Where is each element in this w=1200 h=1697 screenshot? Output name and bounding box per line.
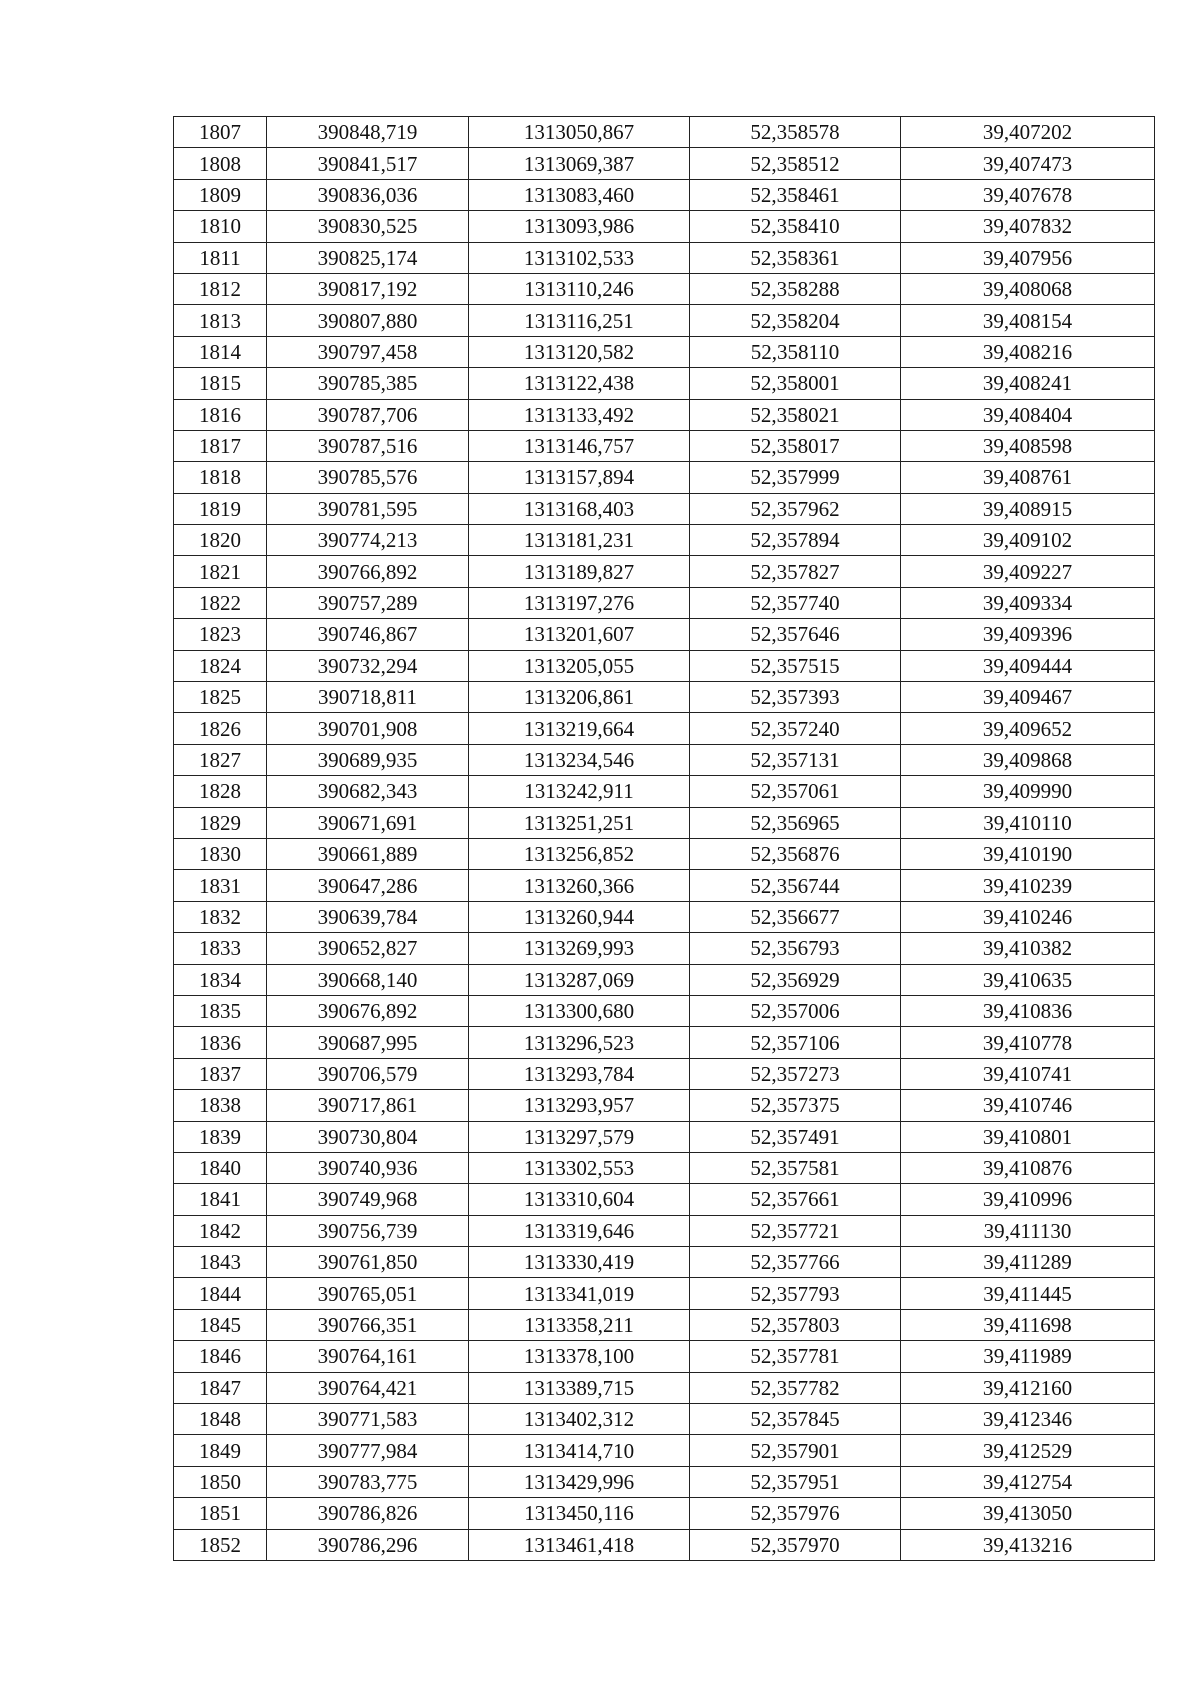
x-coordinate-cell: 390765,051: [267, 1278, 469, 1309]
latitude-cell: 52,358410: [690, 211, 901, 242]
longitude-cell: 39,411289: [901, 1247, 1155, 1278]
longitude-cell: 39,410110: [901, 807, 1155, 838]
longitude-cell: 39,410996: [901, 1184, 1155, 1215]
latitude-cell: 52,357721: [690, 1215, 901, 1246]
latitude-cell: 52,357393: [690, 682, 901, 713]
point-number-cell: 1833: [174, 933, 267, 964]
longitude-cell: 39,410876: [901, 1152, 1155, 1183]
x-coordinate-cell: 390682,343: [267, 776, 469, 807]
x-coordinate-cell: 390718,811: [267, 682, 469, 713]
latitude-cell: 52,357999: [690, 462, 901, 493]
y-coordinate-cell: 1313205,055: [469, 650, 690, 681]
point-number-cell: 1851: [174, 1498, 267, 1529]
latitude-cell: 52,356965: [690, 807, 901, 838]
point-number-cell: 1849: [174, 1435, 267, 1466]
table-row: [174, 619, 1155, 650]
latitude-cell: 52,356876: [690, 838, 901, 869]
point-number-cell: 1819: [174, 493, 267, 524]
x-coordinate-cell: 390830,525: [267, 211, 469, 242]
latitude-cell: 52,358361: [690, 242, 901, 273]
x-coordinate-cell: 390647,286: [267, 870, 469, 901]
point-number-cell: 1838: [174, 1090, 267, 1121]
longitude-cell: 39,413216: [901, 1529, 1155, 1560]
x-coordinate-cell: 390807,880: [267, 305, 469, 336]
table-row: [174, 1247, 1155, 1278]
longitude-cell: 39,407473: [901, 148, 1155, 179]
table-row: [174, 305, 1155, 336]
y-coordinate-cell: 1313069,387: [469, 148, 690, 179]
y-coordinate-cell: 1313293,784: [469, 1058, 690, 1089]
longitude-cell: 39,410836: [901, 995, 1155, 1026]
point-number-cell: 1816: [174, 399, 267, 430]
longitude-cell: 39,409334: [901, 587, 1155, 618]
table-row: [174, 1529, 1155, 1560]
table-row: [174, 1435, 1155, 1466]
latitude-cell: 52,358461: [690, 179, 901, 210]
latitude-cell: 52,357782: [690, 1372, 901, 1403]
table-row: [174, 901, 1155, 932]
point-number-cell: 1810: [174, 211, 267, 242]
table-row: [174, 1184, 1155, 1215]
x-coordinate-cell: 390761,850: [267, 1247, 469, 1278]
point-number-cell: 1844: [174, 1278, 267, 1309]
table-row: [174, 148, 1155, 179]
table-row: [174, 964, 1155, 995]
latitude-cell: 52,357273: [690, 1058, 901, 1089]
latitude-cell: 52,357375: [690, 1090, 901, 1121]
point-number-cell: 1840: [174, 1152, 267, 1183]
longitude-cell: 39,409467: [901, 682, 1155, 713]
x-coordinate-cell: 390671,691: [267, 807, 469, 838]
table-row: [174, 713, 1155, 744]
longitude-cell: 39,410190: [901, 838, 1155, 869]
y-coordinate-cell: 1313234,546: [469, 744, 690, 775]
x-coordinate-cell: 390785,385: [267, 368, 469, 399]
longitude-cell: 39,411130: [901, 1215, 1155, 1246]
y-coordinate-cell: 1313341,019: [469, 1278, 690, 1309]
y-coordinate-cell: 1313120,582: [469, 336, 690, 367]
x-coordinate-cell: 390756,739: [267, 1215, 469, 1246]
point-number-cell: 1848: [174, 1404, 267, 1435]
longitude-cell: 39,412160: [901, 1372, 1155, 1403]
point-number-cell: 1835: [174, 995, 267, 1026]
y-coordinate-cell: 1313256,852: [469, 838, 690, 869]
latitude-cell: 52,356677: [690, 901, 901, 932]
table-row: [174, 336, 1155, 367]
latitude-cell: 52,358021: [690, 399, 901, 430]
x-coordinate-cell: 390749,968: [267, 1184, 469, 1215]
point-number-cell: 1846: [174, 1341, 267, 1372]
coordinates-table-body: [174, 117, 1155, 1561]
point-number-cell: 1834: [174, 964, 267, 995]
table-row: [174, 1498, 1155, 1529]
longitude-cell: 39,407202: [901, 117, 1155, 148]
latitude-cell: 52,358001: [690, 368, 901, 399]
latitude-cell: 52,358204: [690, 305, 901, 336]
point-number-cell: 1818: [174, 462, 267, 493]
point-number-cell: 1814: [174, 336, 267, 367]
longitude-cell: 39,409396: [901, 619, 1155, 650]
latitude-cell: 52,357006: [690, 995, 901, 1026]
point-number-cell: 1845: [174, 1309, 267, 1340]
x-coordinate-cell: 390817,192: [267, 273, 469, 304]
y-coordinate-cell: 1313293,957: [469, 1090, 690, 1121]
x-coordinate-cell: 390786,826: [267, 1498, 469, 1529]
x-coordinate-cell: 390740,936: [267, 1152, 469, 1183]
longitude-cell: 39,407678: [901, 179, 1155, 210]
latitude-cell: 52,357661: [690, 1184, 901, 1215]
y-coordinate-cell: 1313389,715: [469, 1372, 690, 1403]
point-number-cell: 1820: [174, 525, 267, 556]
table-row: [174, 995, 1155, 1026]
longitude-cell: 39,410246: [901, 901, 1155, 932]
y-coordinate-cell: 1313146,757: [469, 430, 690, 461]
y-coordinate-cell: 1313251,251: [469, 807, 690, 838]
point-number-cell: 1831: [174, 870, 267, 901]
longitude-cell: 39,408216: [901, 336, 1155, 367]
latitude-cell: 52,357970: [690, 1529, 901, 1560]
x-coordinate-cell: 390781,595: [267, 493, 469, 524]
longitude-cell: 39,409444: [901, 650, 1155, 681]
longitude-cell: 39,409868: [901, 744, 1155, 775]
y-coordinate-cell: 1313110,246: [469, 273, 690, 304]
latitude-cell: 52,357106: [690, 1027, 901, 1058]
latitude-cell: 52,356929: [690, 964, 901, 995]
latitude-cell: 52,357646: [690, 619, 901, 650]
longitude-cell: 39,410635: [901, 964, 1155, 995]
y-coordinate-cell: 1313429,996: [469, 1466, 690, 1497]
longitude-cell: 39,409990: [901, 776, 1155, 807]
x-coordinate-cell: 390771,583: [267, 1404, 469, 1435]
point-number-cell: 1841: [174, 1184, 267, 1215]
longitude-cell: 39,408761: [901, 462, 1155, 493]
point-number-cell: 1807: [174, 117, 267, 148]
point-number-cell: 1847: [174, 1372, 267, 1403]
table-row: [174, 1309, 1155, 1340]
point-number-cell: 1852: [174, 1529, 267, 1560]
y-coordinate-cell: 1313260,944: [469, 901, 690, 932]
y-coordinate-cell: 1313297,579: [469, 1121, 690, 1152]
point-number-cell: 1826: [174, 713, 267, 744]
y-coordinate-cell: 1313083,460: [469, 179, 690, 210]
y-coordinate-cell: 1313302,553: [469, 1152, 690, 1183]
x-coordinate-cell: 390783,775: [267, 1466, 469, 1497]
point-number-cell: 1823: [174, 619, 267, 650]
x-coordinate-cell: 390661,889: [267, 838, 469, 869]
table-row: [174, 1121, 1155, 1152]
latitude-cell: 52,357766: [690, 1247, 901, 1278]
point-number-cell: 1839: [174, 1121, 267, 1152]
x-coordinate-cell: 390676,892: [267, 995, 469, 1026]
point-number-cell: 1815: [174, 368, 267, 399]
point-number-cell: 1808: [174, 148, 267, 179]
longitude-cell: 39,412346: [901, 1404, 1155, 1435]
point-number-cell: 1830: [174, 838, 267, 869]
latitude-cell: 52,357581: [690, 1152, 901, 1183]
x-coordinate-cell: 390639,784: [267, 901, 469, 932]
point-number-cell: 1837: [174, 1058, 267, 1089]
y-coordinate-cell: 1313133,492: [469, 399, 690, 430]
point-number-cell: 1817: [174, 430, 267, 461]
point-number-cell: 1813: [174, 305, 267, 336]
x-coordinate-cell: 390757,289: [267, 587, 469, 618]
table-row: [174, 1341, 1155, 1372]
table-row: [174, 650, 1155, 681]
table-row: [174, 117, 1155, 148]
point-number-cell: 1821: [174, 556, 267, 587]
x-coordinate-cell: 390841,517: [267, 148, 469, 179]
latitude-cell: 52,357781: [690, 1341, 901, 1372]
y-coordinate-cell: 1313116,251: [469, 305, 690, 336]
y-coordinate-cell: 1313050,867: [469, 117, 690, 148]
table-row: [174, 556, 1155, 587]
x-coordinate-cell: 390786,296: [267, 1529, 469, 1560]
point-number-cell: 1822: [174, 587, 267, 618]
point-number-cell: 1842: [174, 1215, 267, 1246]
y-coordinate-cell: 1313102,533: [469, 242, 690, 273]
y-coordinate-cell: 1313287,069: [469, 964, 690, 995]
y-coordinate-cell: 1313319,646: [469, 1215, 690, 1246]
point-number-cell: 1850: [174, 1466, 267, 1497]
latitude-cell: 52,358578: [690, 117, 901, 148]
longitude-cell: 39,412754: [901, 1466, 1155, 1497]
y-coordinate-cell: 1313402,312: [469, 1404, 690, 1435]
y-coordinate-cell: 1313189,827: [469, 556, 690, 587]
table-row: [174, 1058, 1155, 1089]
y-coordinate-cell: 1313181,231: [469, 525, 690, 556]
x-coordinate-cell: 390689,935: [267, 744, 469, 775]
x-coordinate-cell: 390701,908: [267, 713, 469, 744]
latitude-cell: 52,357894: [690, 525, 901, 556]
y-coordinate-cell: 1313206,861: [469, 682, 690, 713]
point-number-cell: 1824: [174, 650, 267, 681]
table-row: [174, 870, 1155, 901]
x-coordinate-cell: 390766,351: [267, 1309, 469, 1340]
table-row: [174, 493, 1155, 524]
latitude-cell: 52,358288: [690, 273, 901, 304]
x-coordinate-cell: 390732,294: [267, 650, 469, 681]
point-number-cell: 1811: [174, 242, 267, 273]
x-coordinate-cell: 390764,161: [267, 1341, 469, 1372]
x-coordinate-cell: 390787,706: [267, 399, 469, 430]
x-coordinate-cell: 390764,421: [267, 1372, 469, 1403]
longitude-cell: 39,410801: [901, 1121, 1155, 1152]
y-coordinate-cell: 1313168,403: [469, 493, 690, 524]
latitude-cell: 52,357491: [690, 1121, 901, 1152]
table-row: [174, 242, 1155, 273]
latitude-cell: 52,356744: [690, 870, 901, 901]
x-coordinate-cell: 390825,174: [267, 242, 469, 273]
table-row: [174, 933, 1155, 964]
latitude-cell: 52,358110: [690, 336, 901, 367]
x-coordinate-cell: 390836,036: [267, 179, 469, 210]
x-coordinate-cell: 390848,719: [267, 117, 469, 148]
table-row: [174, 525, 1155, 556]
coordinates-table: [173, 116, 1155, 1561]
table-row: [174, 1372, 1155, 1403]
x-coordinate-cell: 390777,984: [267, 1435, 469, 1466]
latitude-cell: 52,357740: [690, 587, 901, 618]
longitude-cell: 39,411445: [901, 1278, 1155, 1309]
longitude-cell: 39,410382: [901, 933, 1155, 964]
point-number-cell: 1832: [174, 901, 267, 932]
y-coordinate-cell: 1313310,604: [469, 1184, 690, 1215]
x-coordinate-cell: 390774,213: [267, 525, 469, 556]
longitude-cell: 39,408154: [901, 305, 1155, 336]
longitude-cell: 39,410778: [901, 1027, 1155, 1058]
latitude-cell: 52,358017: [690, 430, 901, 461]
longitude-cell: 39,408068: [901, 273, 1155, 304]
x-coordinate-cell: 390785,576: [267, 462, 469, 493]
y-coordinate-cell: 1313122,438: [469, 368, 690, 399]
table-row: [174, 1027, 1155, 1058]
longitude-cell: 39,407832: [901, 211, 1155, 242]
x-coordinate-cell: 390706,579: [267, 1058, 469, 1089]
point-number-cell: 1828: [174, 776, 267, 807]
table-row: [174, 744, 1155, 775]
longitude-cell: 39,411989: [901, 1341, 1155, 1372]
table-row: [174, 587, 1155, 618]
x-coordinate-cell: 390766,892: [267, 556, 469, 587]
table-row: [174, 1090, 1155, 1121]
x-coordinate-cell: 390730,804: [267, 1121, 469, 1152]
table-row: [174, 1152, 1155, 1183]
x-coordinate-cell: 390687,995: [267, 1027, 469, 1058]
table-row: [174, 430, 1155, 461]
latitude-cell: 52,357962: [690, 493, 901, 524]
y-coordinate-cell: 1313414,710: [469, 1435, 690, 1466]
y-coordinate-cell: 1313450,116: [469, 1498, 690, 1529]
y-coordinate-cell: 1313300,680: [469, 995, 690, 1026]
y-coordinate-cell: 1313330,419: [469, 1247, 690, 1278]
table-row: [174, 776, 1155, 807]
longitude-cell: 39,408241: [901, 368, 1155, 399]
longitude-cell: 39,409652: [901, 713, 1155, 744]
latitude-cell: 52,357515: [690, 650, 901, 681]
latitude-cell: 52,357240: [690, 713, 901, 744]
y-coordinate-cell: 1313201,607: [469, 619, 690, 650]
y-coordinate-cell: 1313197,276: [469, 587, 690, 618]
longitude-cell: 39,410746: [901, 1090, 1155, 1121]
x-coordinate-cell: 390668,140: [267, 964, 469, 995]
latitude-cell: 52,357061: [690, 776, 901, 807]
y-coordinate-cell: 1313461,418: [469, 1529, 690, 1560]
table-row: [174, 368, 1155, 399]
table-row: [174, 179, 1155, 210]
y-coordinate-cell: 1313358,211: [469, 1309, 690, 1340]
y-coordinate-cell: 1313260,366: [469, 870, 690, 901]
latitude-cell: 52,356793: [690, 933, 901, 964]
longitude-cell: 39,410239: [901, 870, 1155, 901]
latitude-cell: 52,357845: [690, 1404, 901, 1435]
longitude-cell: 39,410741: [901, 1058, 1155, 1089]
table-row: [174, 1404, 1155, 1435]
latitude-cell: 52,357827: [690, 556, 901, 587]
table-row: [174, 838, 1155, 869]
y-coordinate-cell: 1313157,894: [469, 462, 690, 493]
table-row: [174, 807, 1155, 838]
latitude-cell: 52,357976: [690, 1498, 901, 1529]
point-number-cell: 1825: [174, 682, 267, 713]
table-row: [174, 682, 1155, 713]
y-coordinate-cell: 1313269,993: [469, 933, 690, 964]
x-coordinate-cell: 390787,516: [267, 430, 469, 461]
longitude-cell: 39,408404: [901, 399, 1155, 430]
y-coordinate-cell: 1313378,100: [469, 1341, 690, 1372]
x-coordinate-cell: 390746,867: [267, 619, 469, 650]
point-number-cell: 1836: [174, 1027, 267, 1058]
point-number-cell: 1812: [174, 273, 267, 304]
longitude-cell: 39,408915: [901, 493, 1155, 524]
table-row: [174, 1215, 1155, 1246]
y-coordinate-cell: 1313093,986: [469, 211, 690, 242]
longitude-cell: 39,409227: [901, 556, 1155, 587]
point-number-cell: 1827: [174, 744, 267, 775]
latitude-cell: 52,358512: [690, 148, 901, 179]
longitude-cell: 39,409102: [901, 525, 1155, 556]
latitude-cell: 52,357803: [690, 1309, 901, 1340]
table-row: [174, 1278, 1155, 1309]
table-row: [174, 1466, 1155, 1497]
latitude-cell: 52,357793: [690, 1278, 901, 1309]
latitude-cell: 52,357901: [690, 1435, 901, 1466]
table-row: [174, 273, 1155, 304]
table-row: [174, 462, 1155, 493]
table-row: [174, 211, 1155, 242]
x-coordinate-cell: 390797,458: [267, 336, 469, 367]
x-coordinate-cell: 390652,827: [267, 933, 469, 964]
point-number-cell: 1829: [174, 807, 267, 838]
longitude-cell: 39,412529: [901, 1435, 1155, 1466]
point-number-cell: 1809: [174, 179, 267, 210]
y-coordinate-cell: 1313219,664: [469, 713, 690, 744]
longitude-cell: 39,408598: [901, 430, 1155, 461]
longitude-cell: 39,413050: [901, 1498, 1155, 1529]
longitude-cell: 39,411698: [901, 1309, 1155, 1340]
latitude-cell: 52,357951: [690, 1466, 901, 1497]
latitude-cell: 52,357131: [690, 744, 901, 775]
table-row: [174, 399, 1155, 430]
point-number-cell: 1843: [174, 1247, 267, 1278]
longitude-cell: 39,407956: [901, 242, 1155, 273]
y-coordinate-cell: 1313296,523: [469, 1027, 690, 1058]
y-coordinate-cell: 1313242,911: [469, 776, 690, 807]
x-coordinate-cell: 390717,861: [267, 1090, 469, 1121]
